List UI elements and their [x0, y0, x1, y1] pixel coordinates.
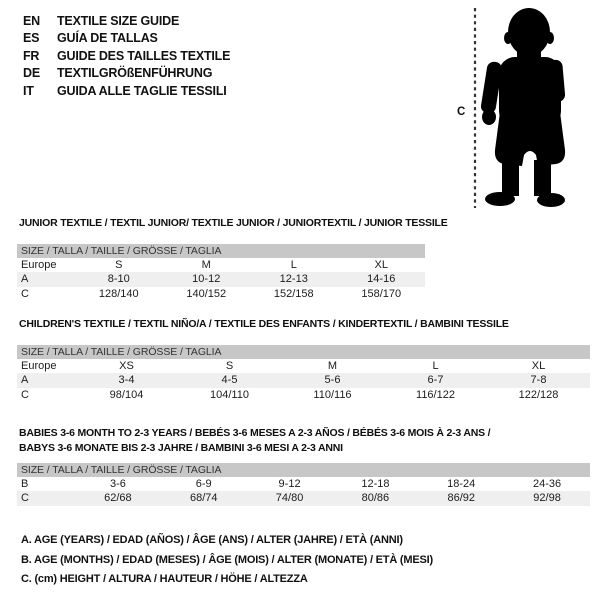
table-cell: M — [327, 360, 338, 372]
table-row — [17, 388, 590, 402]
table-cell: 158/170 — [361, 287, 402, 300]
language-code: ES — [23, 31, 40, 46]
language-row — [23, 65, 230, 83]
note-age-years: A. AGE (YEARS) / EDAD (AÑOS) / ÂGE (ANS) / ALTER (JAHRE) / ETÀ (ANNI) — [21, 534, 403, 546]
row-label: A — [21, 374, 29, 387]
language-code: FR — [23, 48, 40, 63]
table-row — [17, 258, 425, 272]
table-row — [17, 373, 590, 387]
table-cell: 92/98 — [533, 492, 561, 505]
table-cell: XS — [119, 360, 134, 372]
row-label: B — [21, 478, 29, 490]
table-cell: 5-6 — [324, 374, 341, 387]
table-cell: 74/80 — [275, 492, 304, 505]
row-label: A — [21, 273, 29, 286]
table-cell: 12-18 — [361, 478, 390, 490]
table-row — [17, 287, 425, 301]
table-cell: 24-36 — [532, 478, 562, 490]
language-title: TEXTILE SIZE GUIDE — [57, 13, 180, 28]
language-code: EN — [23, 13, 40, 28]
row-label: C — [21, 388, 29, 401]
table-row — [17, 359, 590, 373]
table-cell: 14-16 — [367, 273, 396, 286]
baby-leg-right — [534, 160, 551, 196]
table-cell: XL — [374, 259, 388, 271]
row-label: Europe — [21, 360, 57, 372]
baby-silhouette — [480, 8, 566, 207]
baby-shorts — [495, 112, 565, 166]
size-table-header: SIZE / TALLA / TAILLE / GRÖSSE / TAGLIA — [17, 244, 425, 258]
babies-size-table — [17, 463, 590, 506]
babies-section — [17, 426, 590, 505]
language-title: TEXTILGRÖßENFÜHRUNG — [57, 66, 213, 81]
babies-section-title-line2: BABYS 3-6 MONATE BIS 2-3 JAHRE / BAMBINI 3-6 MESI A 2-3 ANNI — [19, 442, 343, 454]
table-cell: 104/110 — [210, 388, 249, 401]
note-age-months: B. AGE (MONTHS) / EDAD (MESES) / ÂGE (MOIS) / ALTER (MONATE) / ETÀ (MESI) — [21, 553, 433, 566]
language-code: DE — [23, 66, 40, 81]
table-cell: S — [225, 360, 234, 372]
table-cell: 140/152 — [186, 287, 227, 300]
baby-ear-right — [546, 32, 554, 44]
note-height-cm: C. (cm) HEIGHT / ALTURA / HAUTEUR / HÖHE / ALTEZZA — [21, 573, 308, 585]
table-cell: 62/68 — [104, 492, 132, 505]
table-cell: 80/86 — [361, 492, 390, 505]
junior-section — [17, 216, 448, 300]
language-title: GUIDA ALLE TAGLIE TESSILI — [57, 83, 227, 98]
table-cell: L — [290, 259, 297, 271]
table-cell: 9-12 — [278, 478, 301, 490]
size-table-header: SIZE / TALLA / TAILLE / GRÖSSE / TAGLIA — [17, 463, 590, 477]
children-size-table — [17, 345, 590, 402]
baby-leg-left — [502, 160, 519, 196]
height-measure-label: C — [457, 106, 466, 118]
table-cell: 3-4 — [118, 374, 135, 387]
baby-hand-right — [546, 94, 560, 110]
baby-hand-left — [482, 109, 496, 125]
table-row — [17, 272, 425, 286]
table-cell: 98/104 — [109, 388, 144, 401]
baby-ear-left — [504, 32, 512, 44]
row-label: Europe — [21, 259, 57, 271]
table-cell: 128/140 — [98, 287, 139, 300]
table-cell: XL — [531, 360, 546, 372]
table-row — [17, 491, 590, 505]
table-cell: 7-8 — [530, 374, 547, 387]
language-row — [23, 47, 230, 65]
table-cell: 152/158 — [273, 287, 314, 300]
table-cell: L — [432, 360, 439, 372]
table-cell: 4-5 — [221, 374, 238, 387]
table-cell: 18-24 — [447, 478, 476, 490]
children-section-title: CHILDREN'S TEXTILE / TEXTIL NIÑO/A / TEXTILE DES ENFANTS / KINDERTEXTIL / BAMBINI TESSILE — [19, 318, 509, 330]
table-cell: 6-9 — [195, 478, 212, 490]
language-row — [23, 12, 230, 30]
junior-section-title: JUNIOR TEXTILE / TEXTIL JUNIOR/ TEXTILE JUNIOR / JUNIORTEXTIL / JUNIOR TESSILE — [19, 217, 448, 229]
table-cell: 68/74 — [189, 492, 218, 505]
row-label: C — [21, 492, 29, 505]
language-row — [23, 30, 230, 48]
children-section — [17, 317, 590, 401]
baby-foot-left — [485, 192, 515, 206]
baby-foot-right — [537, 193, 565, 207]
table-cell: 3-6 — [109, 478, 126, 490]
baby-silhouette-icon — [452, 0, 587, 215]
table-row — [17, 477, 590, 491]
language-row — [23, 82, 230, 100]
table-cell: 6-7 — [427, 374, 444, 387]
table-cell: S — [115, 259, 123, 271]
table-cell: 12-13 — [279, 273, 308, 286]
legend-notes — [21, 531, 433, 590]
babies-section-title-line1: BABIES 3-6 MONTH TO 2-3 YEARS / BEBÉS 3-6 MESES A 2-3 AÑOS / BÉBÉS 3-6 MOIS À 2-3 ANS / — [19, 427, 491, 439]
language-code: IT — [23, 83, 34, 98]
table-cell: 86/92 — [447, 492, 475, 505]
language-title: GUÍA DE TALLAS — [57, 31, 158, 46]
table-cell: 10-12 — [192, 273, 221, 286]
table-cell: M — [201, 259, 211, 271]
table-cell: 116/122 — [416, 388, 455, 401]
babies-section-title — [19, 426, 590, 456]
row-label: C — [21, 287, 29, 300]
size-table-header: SIZE / TALLA / TAILLE / GRÖSSE / TAGLIA — [17, 345, 590, 359]
language-title: GUIDE DES TAILLES TEXTILE — [57, 48, 231, 63]
junior-size-table — [17, 244, 425, 301]
language-title-list — [23, 12, 230, 100]
table-cell: 8-10 — [107, 273, 130, 286]
table-cell: 110/116 — [313, 388, 352, 401]
table-cell: 122/128 — [518, 388, 559, 401]
